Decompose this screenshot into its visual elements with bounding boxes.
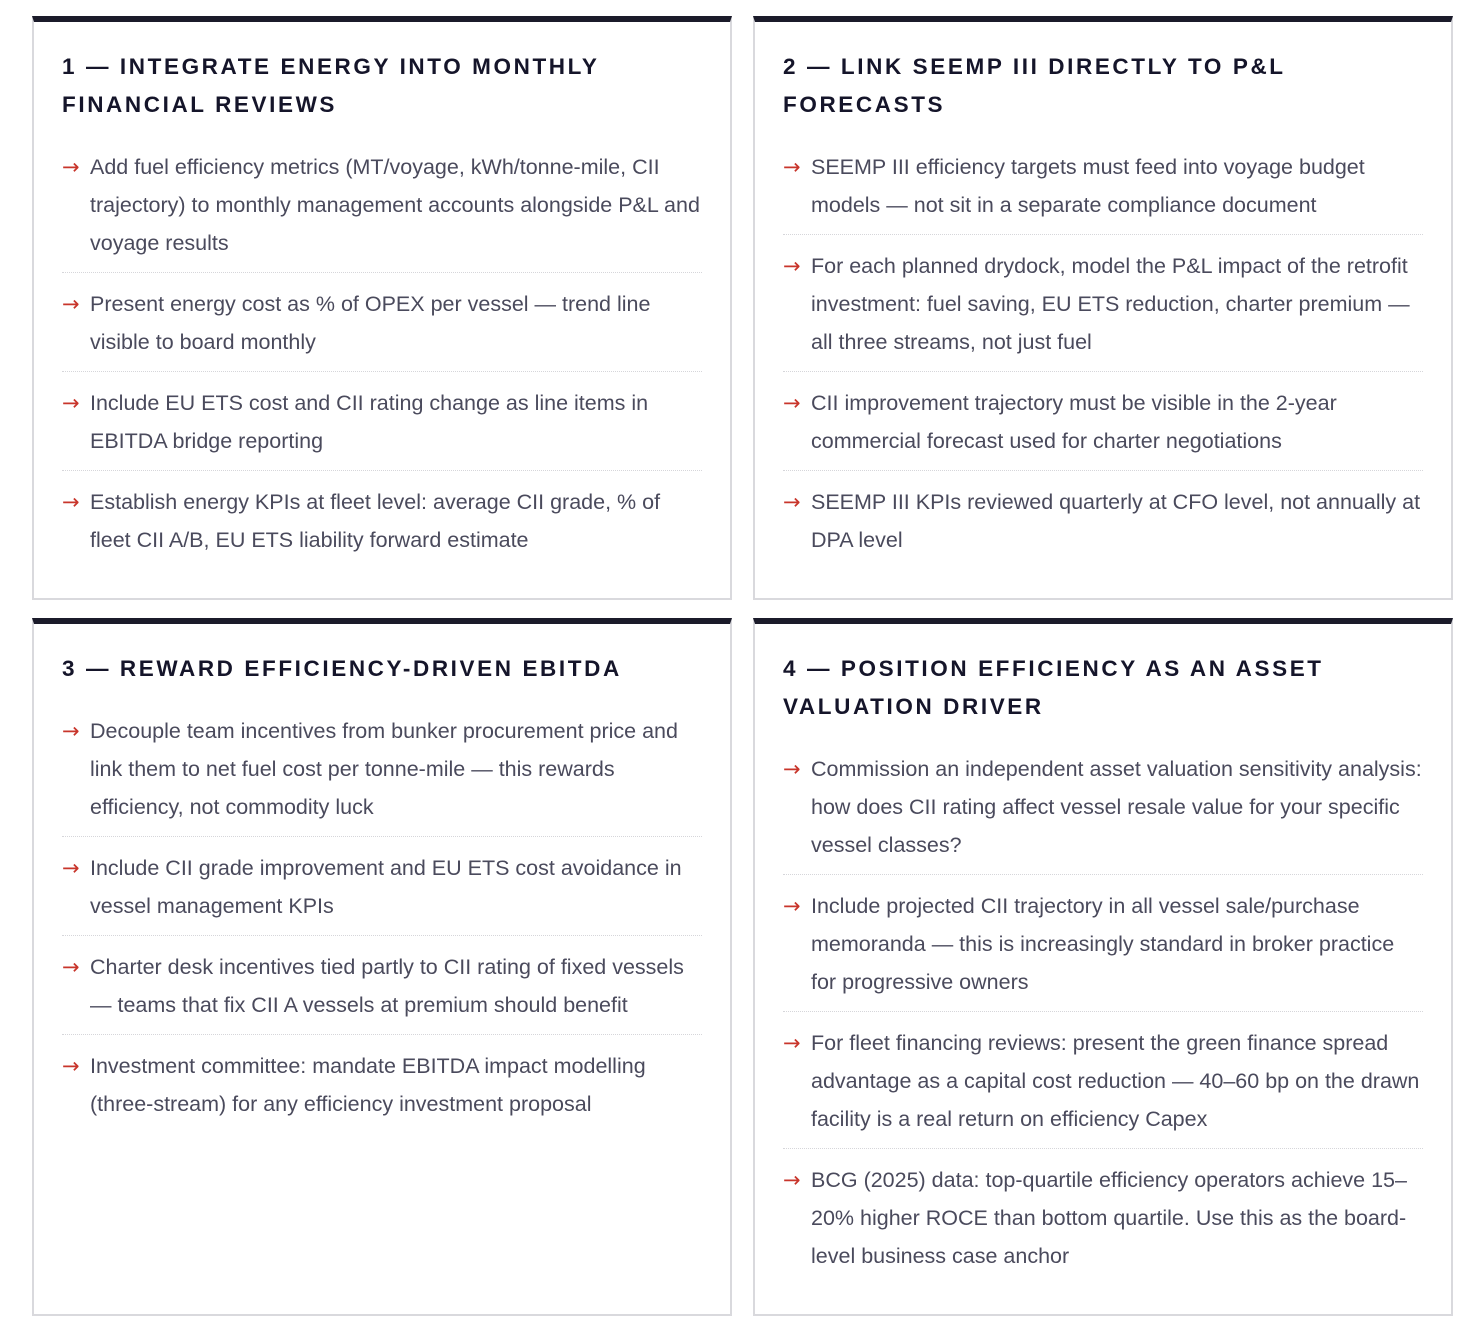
item-text: Include projected CII trajectory in all vessel sale/purchase memoranda — this is increasingly standard in broker practice for progressive owners: [811, 894, 1395, 994]
card-title: 1 — INTEGRATE ENERGY INTO MONTHLY FINANCIAL REVIEWS: [62, 54, 600, 117]
list-item: [62, 712, 702, 837]
right-arrow-icon: →: [62, 1054, 80, 1078]
right-arrow-icon: →: [62, 155, 80, 179]
list-item: [783, 750, 1423, 875]
item-text: Include EU ETS cost and CII rating change as line items in EBITDA bridge reporting: [90, 391, 649, 453]
right-arrow-icon: →: [783, 1031, 801, 1055]
item-text: For fleet financing reviews: present the green finance spread advantage as a capital cost reduction — 40–60 bp on the drawn facility is a real return on efficiency Capex: [811, 1031, 1420, 1131]
right-arrow-icon: →: [783, 490, 801, 514]
item-text: Commission an independent asset valuation sensitivity analysis: how does CII rating affect vessel resale value for your specific vessel classes?: [811, 757, 1422, 857]
right-arrow-icon: →: [62, 292, 80, 316]
item-list: [783, 148, 1423, 569]
list-item: [783, 483, 1423, 569]
right-arrow-icon: →: [62, 719, 80, 743]
right-arrow-icon: →: [62, 490, 80, 514]
right-arrow-icon: →: [62, 391, 80, 415]
list-item: [783, 247, 1423, 372]
card-integrate-energy: [32, 16, 732, 600]
right-arrow-icon: →: [783, 894, 801, 918]
right-arrow-icon: →: [62, 955, 80, 979]
item-text: Present energy cost as % of OPEX per vessel — trend line visible to board monthly: [90, 292, 651, 354]
list-item: [783, 1024, 1423, 1149]
list-item: [783, 887, 1423, 1012]
card-title: 4 — POSITION EFFICIENCY AS AN ASSET VALUATION DRIVER: [783, 656, 1324, 719]
list-item: [62, 948, 702, 1035]
right-arrow-icon: →: [783, 254, 801, 278]
item-text: SEEMP III efficiency targets must feed into voyage budget models — not sit in a separate compliance document: [811, 155, 1365, 217]
item-text: Investment committee: mandate EBITDA impact modelling (three-stream) for any efficiency investment proposal: [90, 1054, 646, 1116]
item-text: Establish energy KPIs at fleet level: average CII grade, % of fleet CII A/B, EU ETS liability forward estimate: [90, 490, 661, 552]
card-link-seemp: [753, 16, 1453, 600]
item-text: Charter desk incentives tied partly to CII rating of fixed vessels — teams that fix CII A vessels at premium should benefit: [90, 955, 684, 1017]
item-text: BCG (2025) data: top-quartile efficiency operators achieve 15–20% higher ROCE than bottom quartile. Use this as the board-level business case anchor: [811, 1168, 1407, 1268]
card-reward-efficiency: [32, 618, 732, 1316]
item-text: SEEMP III KPIs reviewed quarterly at CFO level, not annually at DPA level: [811, 490, 1421, 552]
list-item: [783, 148, 1423, 235]
item-text: CII improvement trajectory must be visible in the 2-year commercial forecast used for charter negotiations: [811, 391, 1337, 453]
list-item: [783, 384, 1423, 471]
item-text: For each planned drydock, model the P&L impact of the retrofit investment: fuel saving, EU ETS reduction, charter premium — all three streams, not just fuel: [811, 254, 1410, 354]
list-item: [783, 1161, 1423, 1285]
item-list: [62, 712, 702, 1133]
card-asset-valuation: [753, 618, 1453, 1316]
list-item: [62, 384, 702, 471]
right-arrow-icon: →: [783, 391, 801, 415]
item-text: Include CII grade improvement and EU ETS cost avoidance in vessel management KPIs: [90, 856, 682, 918]
item-list: [62, 148, 702, 569]
right-arrow-icon: →: [783, 757, 801, 781]
right-arrow-icon: →: [783, 1168, 801, 1192]
right-arrow-icon: →: [62, 856, 80, 880]
card-title: 2 — LINK SEEMP III DIRECTLY TO P&L FORECASTS: [783, 54, 1286, 117]
item-list: [783, 750, 1423, 1285]
list-item: [62, 483, 702, 569]
item-text: Add fuel efficiency metrics (MT/voyage, kWh/tonne-mile, CII trajectory) to monthly management accounts alongside P&L and voyage results: [90, 155, 700, 255]
card-title: 3 — REWARD EFFICIENCY-DRIVEN EBITDA: [62, 656, 622, 681]
list-item: [62, 148, 702, 273]
list-item: [62, 285, 702, 372]
list-item: [62, 1047, 702, 1133]
list-item: [62, 849, 702, 936]
item-text: Decouple team incentives from bunker procurement price and link them to net fuel cost per tonne-mile — this rewards efficiency, not commodity luck: [90, 719, 678, 819]
right-arrow-icon: →: [783, 155, 801, 179]
